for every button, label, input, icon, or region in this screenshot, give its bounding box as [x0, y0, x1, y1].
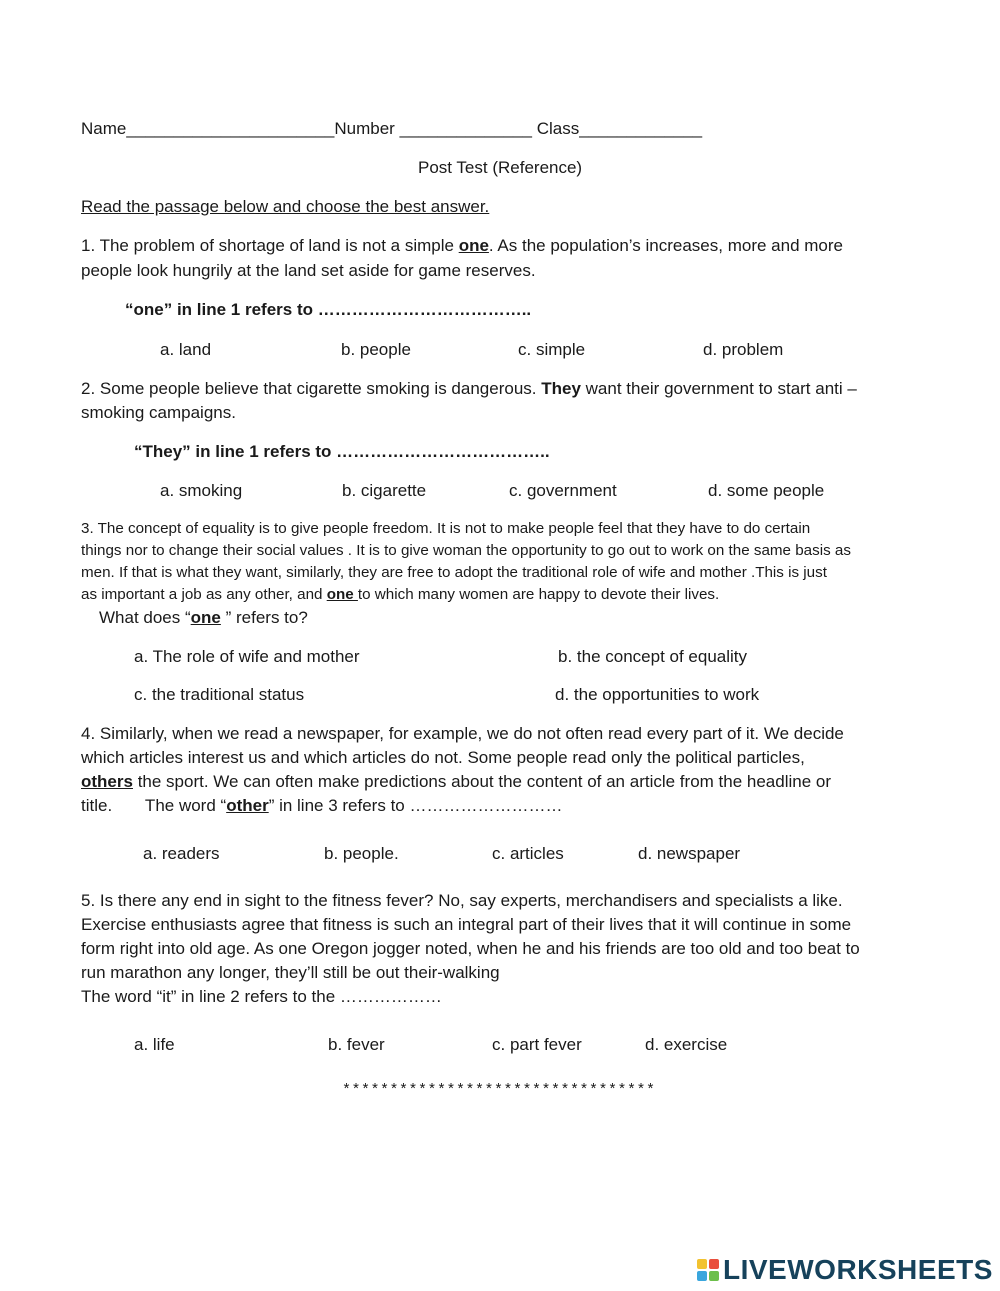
q5-passage-line-1: 5. Is there any end in sight to the fitness fever? No, say experts, merchandisers and specialists a like. [81, 891, 843, 910]
q5-option-b[interactable]: b. fever [328, 1035, 385, 1054]
q2-option-d[interactable]: d. some people [708, 481, 825, 500]
q1-key-word: one [458, 236, 489, 255]
name-label: Name [81, 119, 127, 138]
q1-option-c[interactable]: c. simple [518, 340, 586, 359]
logo-blocks-icon [697, 1259, 719, 1281]
q2-option-b[interactable]: b. cigarette [342, 481, 427, 500]
q2-passage-line-1: 2. Some people believe that cigarette smoking is dangerous. They want their government to start anti – [81, 379, 857, 398]
q2-option-a[interactable]: a. smoking [160, 481, 243, 500]
q2-prompt: “They” in line 1 refers to ……………………………….. [134, 442, 550, 461]
end-divider: ********************************* [342, 1082, 656, 1099]
logo-block-1 [697, 1259, 707, 1269]
q5-option-a[interactable]: a. life [134, 1035, 175, 1054]
q5-prompt: The word “it” in line 2 refers to the ……………… [81, 987, 442, 1006]
q4-passage-line-3: others the sport. We can often make predictions about the content of an article from the headline or [81, 772, 832, 791]
q4-passage-line-2: which articles interest us and which articles do not. Some people read only the political particles, [81, 748, 805, 767]
q5-passage-line-4: run marathon any longer, they’ll still be out their-walking [81, 963, 500, 982]
q3-option-a[interactable]: a. The role of wife and mother [134, 647, 360, 666]
q1-prompt: “one” in line 1 refers to ……………………………….. [125, 300, 532, 319]
q4-option-c[interactable]: c. articles [492, 844, 564, 863]
q3-prompt: What does “one ” refers to? [99, 608, 308, 627]
q3-option-c[interactable]: c. the traditional status [134, 685, 305, 704]
q3-option-b[interactable]: b. the concept of equality [558, 647, 748, 666]
q4-option-b[interactable]: b. people. [324, 844, 399, 863]
q1-option-b[interactable]: b. people [341, 340, 411, 359]
q3-key-word: one [326, 586, 358, 603]
logo-block-2 [709, 1259, 719, 1269]
q3-option-d[interactable]: d. the opportunities to work [555, 685, 760, 704]
name-blank[interactable]: ______________________ [126, 119, 335, 138]
q5-option-d[interactable]: d. exercise [645, 1035, 728, 1054]
q3-passage-line-1: 3. The concept of equality is to give people freedom. It is not to make people feel that they have to do certain [81, 520, 811, 537]
class-blank[interactable]: _____________ [579, 119, 703, 138]
q3-passage-line-4: as important a job as any other, and one to which many women are happy to devote their lives. [81, 586, 720, 603]
q2-passage-line-2: smoking campaigns. [81, 403, 236, 422]
liveworksheets-logo [697, 1253, 993, 1287]
instruction: Read the passage below and choose the best answer. [81, 197, 490, 216]
q4-option-a[interactable]: a. readers [143, 844, 220, 863]
q5-option-c[interactable]: c. part fever [492, 1035, 582, 1054]
q4-passage-line-4: title. The word “other” in line 3 refers to ……………………… [81, 796, 563, 815]
q3-passage-line-3: men. If that is what they want, similarly, they are free to adopt the traditional role of wife and mother .This is just [81, 564, 827, 581]
logo-text: LIVEWORKSHEETS [723, 1254, 993, 1285]
number-label: Number [334, 119, 395, 138]
q4-key-word: others [81, 772, 133, 791]
q5-passage-line-2: Exercise enthusiasts agree that fitness is such an integral part of their lives that it will continue in some [81, 915, 852, 934]
q1-option-d[interactable]: d. problem [703, 340, 784, 359]
number-blank[interactable]: ______________ [399, 119, 532, 138]
q3-passage-line-2: things nor to change their social values . It is to give woman the opportunity to go out to work on the same basis as [81, 542, 851, 559]
logo-block-3 [697, 1271, 707, 1281]
q1-option-a[interactable]: a. land [160, 340, 212, 359]
page-title: Post Test (Reference) [418, 158, 583, 177]
q2-key-word: They [541, 379, 581, 398]
q1-passage-line-2: people look hungrily at the land set aside for game reserves. [81, 261, 536, 280]
q2-option-c[interactable]: c. government [509, 481, 617, 500]
q4-option-d[interactable]: d. newspaper [638, 844, 741, 863]
logo-block-4 [709, 1271, 719, 1281]
q4-passage-line-1: 4. Similarly, when we read a newspaper, for example, we do not often read every part of it. We decide [81, 724, 844, 743]
q5-passage-line-3: form right into old age. As one Oregon jogger noted, when he and his friends are too old and too beat to [81, 939, 860, 958]
class-label: Class [536, 119, 580, 138]
q1-passage-line-1: 1. The problem of shortage of land is not a simple one. As the population’s increases, more and more [81, 236, 843, 255]
header-fields-line [81, 118, 702, 140]
